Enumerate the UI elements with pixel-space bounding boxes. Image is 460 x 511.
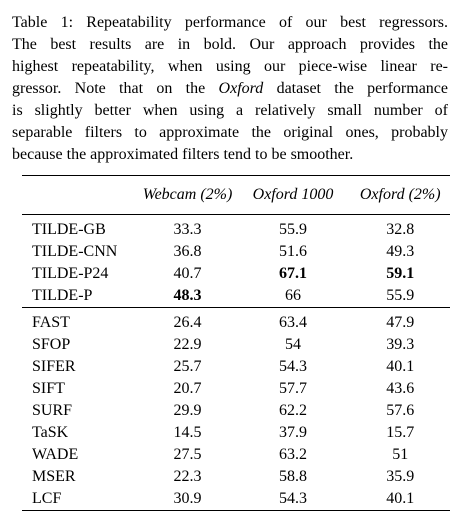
caption-line-1 (12, 12, 448, 34)
header-oxford-2: Oxford (2%) (359, 186, 441, 203)
table-row (22, 241, 450, 263)
oxford-2-cell: 40.1 (386, 358, 415, 375)
table-row (22, 263, 450, 285)
table-group-baselines (22, 308, 450, 511)
caption-line-6: separable filters to approximate the original ones, probably (12, 124, 448, 141)
method-cell: SIFT (32, 380, 65, 397)
results-table-wrapper (22, 175, 450, 511)
webcam-cell: 40.7 (173, 265, 202, 282)
table-row (22, 466, 450, 488)
oxford-2-cell: 57.6 (386, 402, 415, 419)
oxford-2-cell: 32.8 (386, 221, 415, 238)
oxford-2-cell: 55.9 (386, 287, 415, 304)
table-row (22, 400, 450, 422)
oxford-1000-cell: 37.9 (279, 424, 307, 441)
oxford-1000-cell: 55.9 (279, 221, 307, 238)
caption-text-1: Repeatability performance of our best regressors. (86, 14, 449, 31)
caption-label: Table 1: (12, 14, 74, 31)
method-cell: MSER (32, 468, 76, 485)
table-row (22, 285, 450, 308)
webcam-cell: 22.9 (173, 336, 202, 353)
oxford-2-cell: 49.3 (386, 243, 415, 260)
method-cell: WADE (32, 446, 79, 463)
caption-text-4a: gressor. Note that on the (12, 80, 219, 97)
method-cell: TILDE-CNN (32, 243, 118, 260)
oxford-2-cell: 39.3 (386, 336, 415, 353)
table-row (22, 444, 450, 466)
webcam-cell: 48.3 (173, 287, 202, 304)
caption-line-2: The best results are in bold. Our approach provides the (12, 36, 448, 53)
webcam-cell: 33.3 (173, 221, 202, 238)
table-row (22, 422, 450, 444)
method-cell: SFOP (32, 336, 71, 353)
method-cell: SIFER (32, 358, 76, 375)
oxford-2-cell: 43.6 (386, 380, 415, 397)
webcam-cell: 14.5 (173, 424, 202, 441)
caption-line-7: because the approximated filters tend to be smoother. (12, 146, 354, 163)
method-cell: TILDE-GB (32, 221, 106, 238)
oxford-1000-cell: 54.3 (279, 358, 307, 375)
caption-text-4b: dataset the performance (263, 80, 449, 97)
repeatability-table (22, 175, 450, 511)
header-oxford-1000: Oxford 1000 (252, 186, 334, 203)
caption-line-5: is slightly better when using a relatively small number of (12, 102, 448, 119)
oxford-2-cell: 51 (392, 446, 409, 463)
webcam-cell: 22.3 (173, 468, 202, 485)
method-cell: TaSK (32, 424, 69, 441)
oxford-1000-cell: 66 (285, 287, 301, 304)
table-header-row (22, 176, 450, 215)
caption-line-4 (12, 78, 448, 100)
oxford-1000-cell: 67.1 (279, 265, 307, 282)
method-cell: FAST (32, 314, 70, 331)
oxford-2-cell: 15.7 (386, 424, 415, 441)
webcam-cell: 30.9 (173, 490, 202, 507)
oxford-1000-cell: 51.6 (279, 243, 307, 260)
table-row (22, 488, 450, 511)
caption-line-3: highest repeatability, when using our piece-wise linear re- (12, 58, 448, 75)
oxford-2-cell: 47.9 (386, 314, 415, 331)
webcam-cell: 27.5 (173, 446, 202, 463)
oxford-2-cell: 35.9 (386, 468, 415, 485)
table-row (22, 308, 450, 335)
table-group-tilde (22, 215, 450, 308)
method-cell: TILDE-P (32, 287, 93, 304)
method-cell: TILDE-P24 (32, 265, 109, 282)
oxford-1000-cell: 54.3 (279, 490, 307, 507)
table-row (22, 334, 450, 356)
oxford-2-cell: 40.1 (386, 490, 415, 507)
oxford-1000-cell: 62.2 (279, 402, 307, 419)
webcam-cell: 29.9 (173, 402, 202, 419)
table-row (22, 215, 450, 242)
oxford-2-cell: 59.1 (386, 265, 415, 282)
webcam-cell: 26.4 (173, 314, 202, 331)
table-caption (12, 12, 448, 166)
table-row (22, 378, 450, 400)
webcam-cell: 25.7 (173, 358, 202, 375)
webcam-cell: 36.8 (173, 243, 202, 260)
header-method (22, 176, 139, 215)
oxford-1000-cell: 57.7 (279, 380, 307, 397)
method-cell: LCF (32, 490, 62, 507)
oxford-1000-cell: 54 (285, 336, 301, 353)
header-webcam: Webcam (2%) (142, 186, 233, 203)
oxford-1000-cell: 58.8 (279, 468, 307, 485)
oxford-1000-cell: 63.4 (279, 314, 307, 331)
oxford-1000-cell: 63.2 (279, 446, 307, 463)
webcam-cell: 20.7 (173, 380, 202, 397)
caption-oxford-italic: Oxford (218, 80, 264, 97)
method-cell: SURF (32, 402, 73, 419)
table-row (22, 356, 450, 378)
